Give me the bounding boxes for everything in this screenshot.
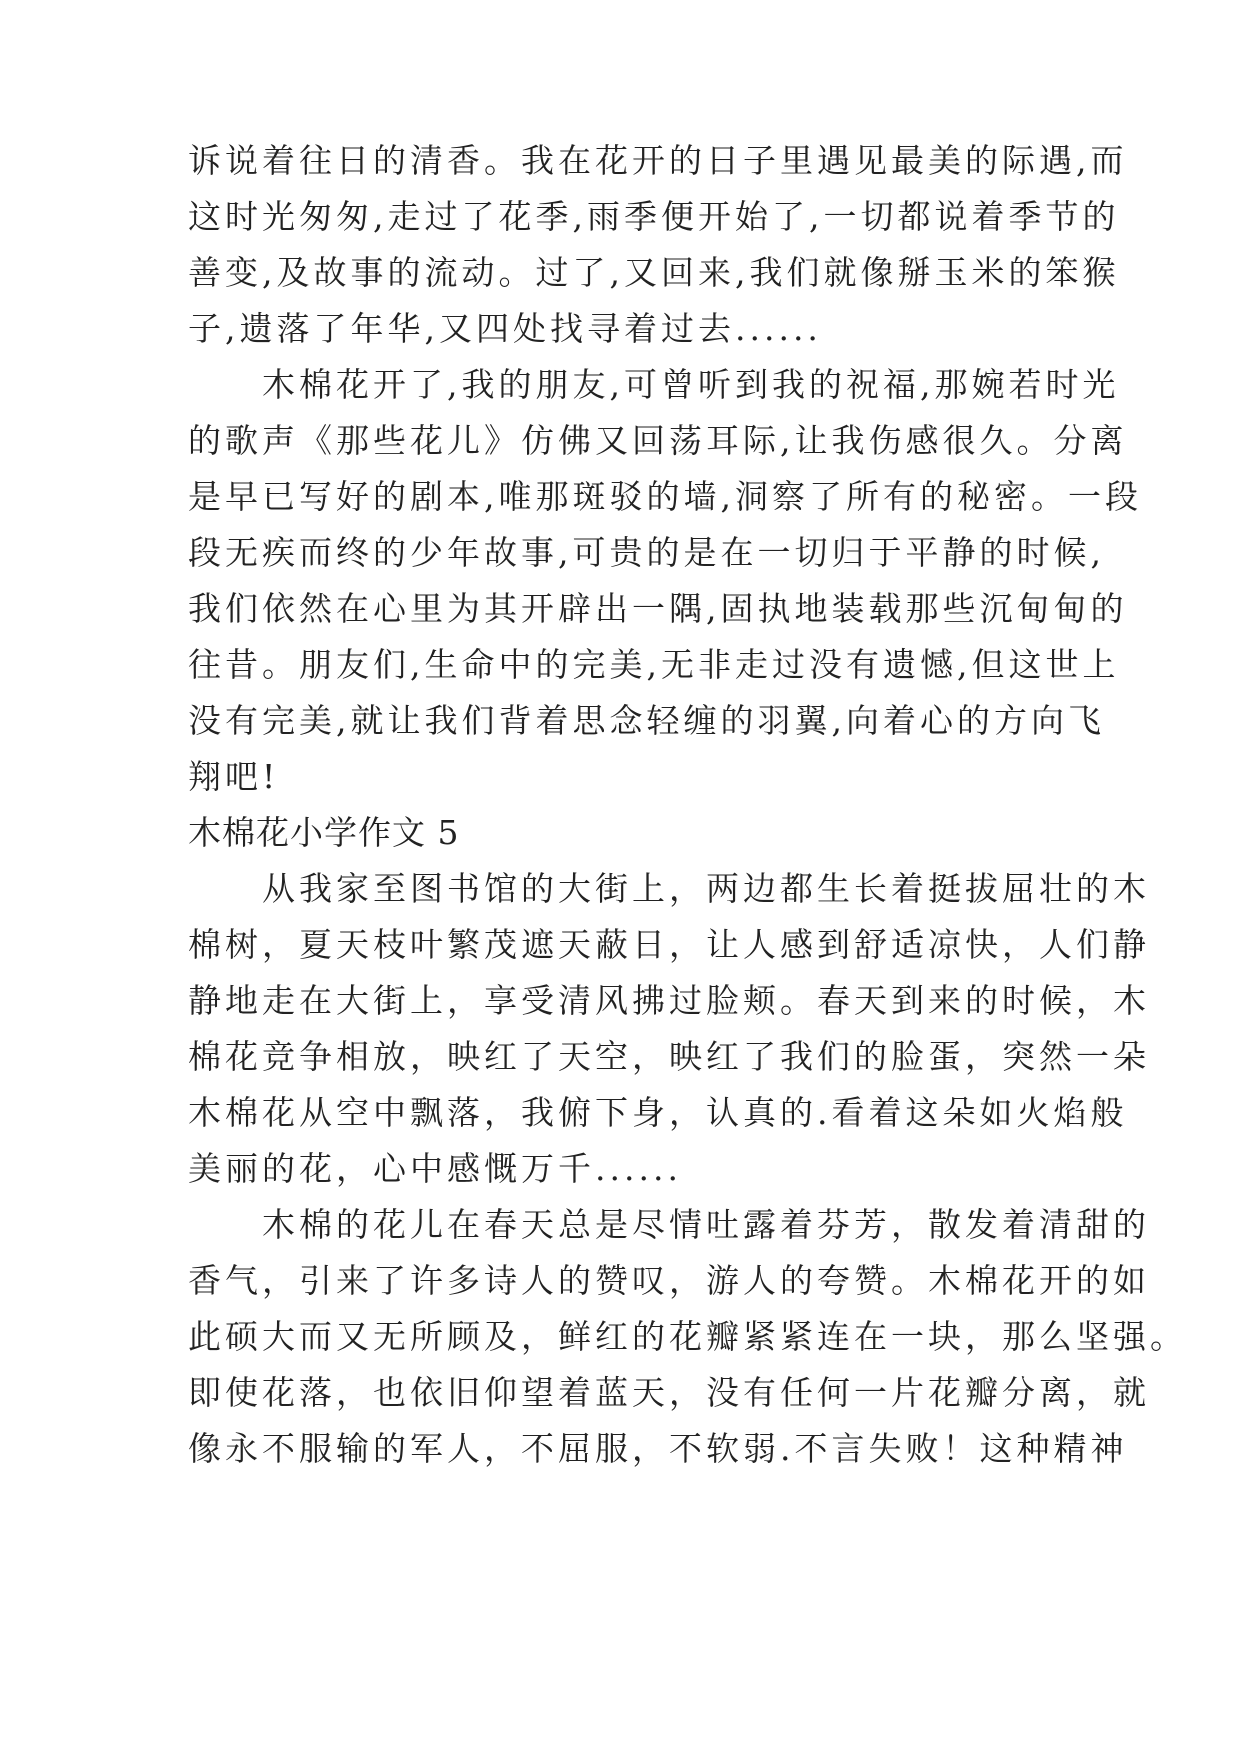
text-line: 棉花竞争相放，映红了天空，映红了我们的脸蛋，突然一朵 [188,1037,1150,1076]
text-line: 此硕大而又无所顾及，鲜红的花瓣紧紧连在一块，那么坚强。 [188,1317,1187,1356]
text-line: 的歌声《那些花儿》仿佛又回荡耳际,让我伤感很久。分离 [188,421,1128,460]
essay-body [188,133,1187,1477]
text-line: 静地走在大街上，享受清风拂过脸颊。春天到来的时候，木 [188,981,1150,1020]
text-line: 木棉花从空中飘落，我俯下身，认真的.看着这朵如火焰般 [188,1093,1128,1132]
text-line: 子,遗落了年华,又四处找寻着过去...... [188,309,822,348]
text-line: 即使花落，也依旧仰望着蓝天，没有任何一片花瓣分离，就 [188,1373,1150,1412]
text-line: 翔吧! [188,757,280,796]
text-line: 没有完美,就让我们背着思念轻缠的羽翼,向着心的方向飞 [188,701,1105,740]
text-line: 香气，引来了许多诗人的赞叹，游人的夸赞。木棉花开的如 [188,1261,1150,1300]
text-line: 是早已写好的剧本,唯那斑驳的墙,洞察了所有的秘密。一段 [188,477,1142,516]
paragraph-start-line: 从我家至图书馆的大街上，两边都生长着挺拔屈壮的木 [188,869,1150,908]
text-line: 美丽的花，心中感慨万千...... [188,1149,682,1188]
text-line: 善变,及故事的流动。过了,又回来,我们就像掰玉米的笨猴 [188,253,1120,292]
text-line: 这时光匆匆,走过了花季,雨季便开始了,一切都说着季节的 [188,197,1120,236]
text-line: 诉说着往日的清香。我在花开的日子里遇见最美的际遇,而 [188,141,1128,180]
text-line: 段无疾而终的少年故事,可贵的是在一切归于平静的时候, [188,533,1105,572]
text-line: 我们依然在心里为其开辟出一隅,固执地装载那些沉甸甸的 [188,589,1128,628]
text-line: 往昔。朋友们,生命中的完美,无非走过没有遗憾,但这世上 [188,645,1120,684]
text-line: 像永不服输的军人，不屈服，不软弱.不言失败！这种精神 [188,1429,1128,1468]
section-heading: 木棉花小学作文 5 [188,813,460,852]
paragraph-start-line: 木棉的花儿在春天总是尽情吐露着芬芳，散发着清甜的 [188,1205,1150,1244]
paragraph-start-line: 木棉花开了,我的朋友,可曾听到我的祝福,那婉若时光 [188,365,1120,404]
text-line: 棉树，夏天枝叶繁茂遮天蔽日，让人感到舒适凉快，人们静 [188,925,1150,964]
